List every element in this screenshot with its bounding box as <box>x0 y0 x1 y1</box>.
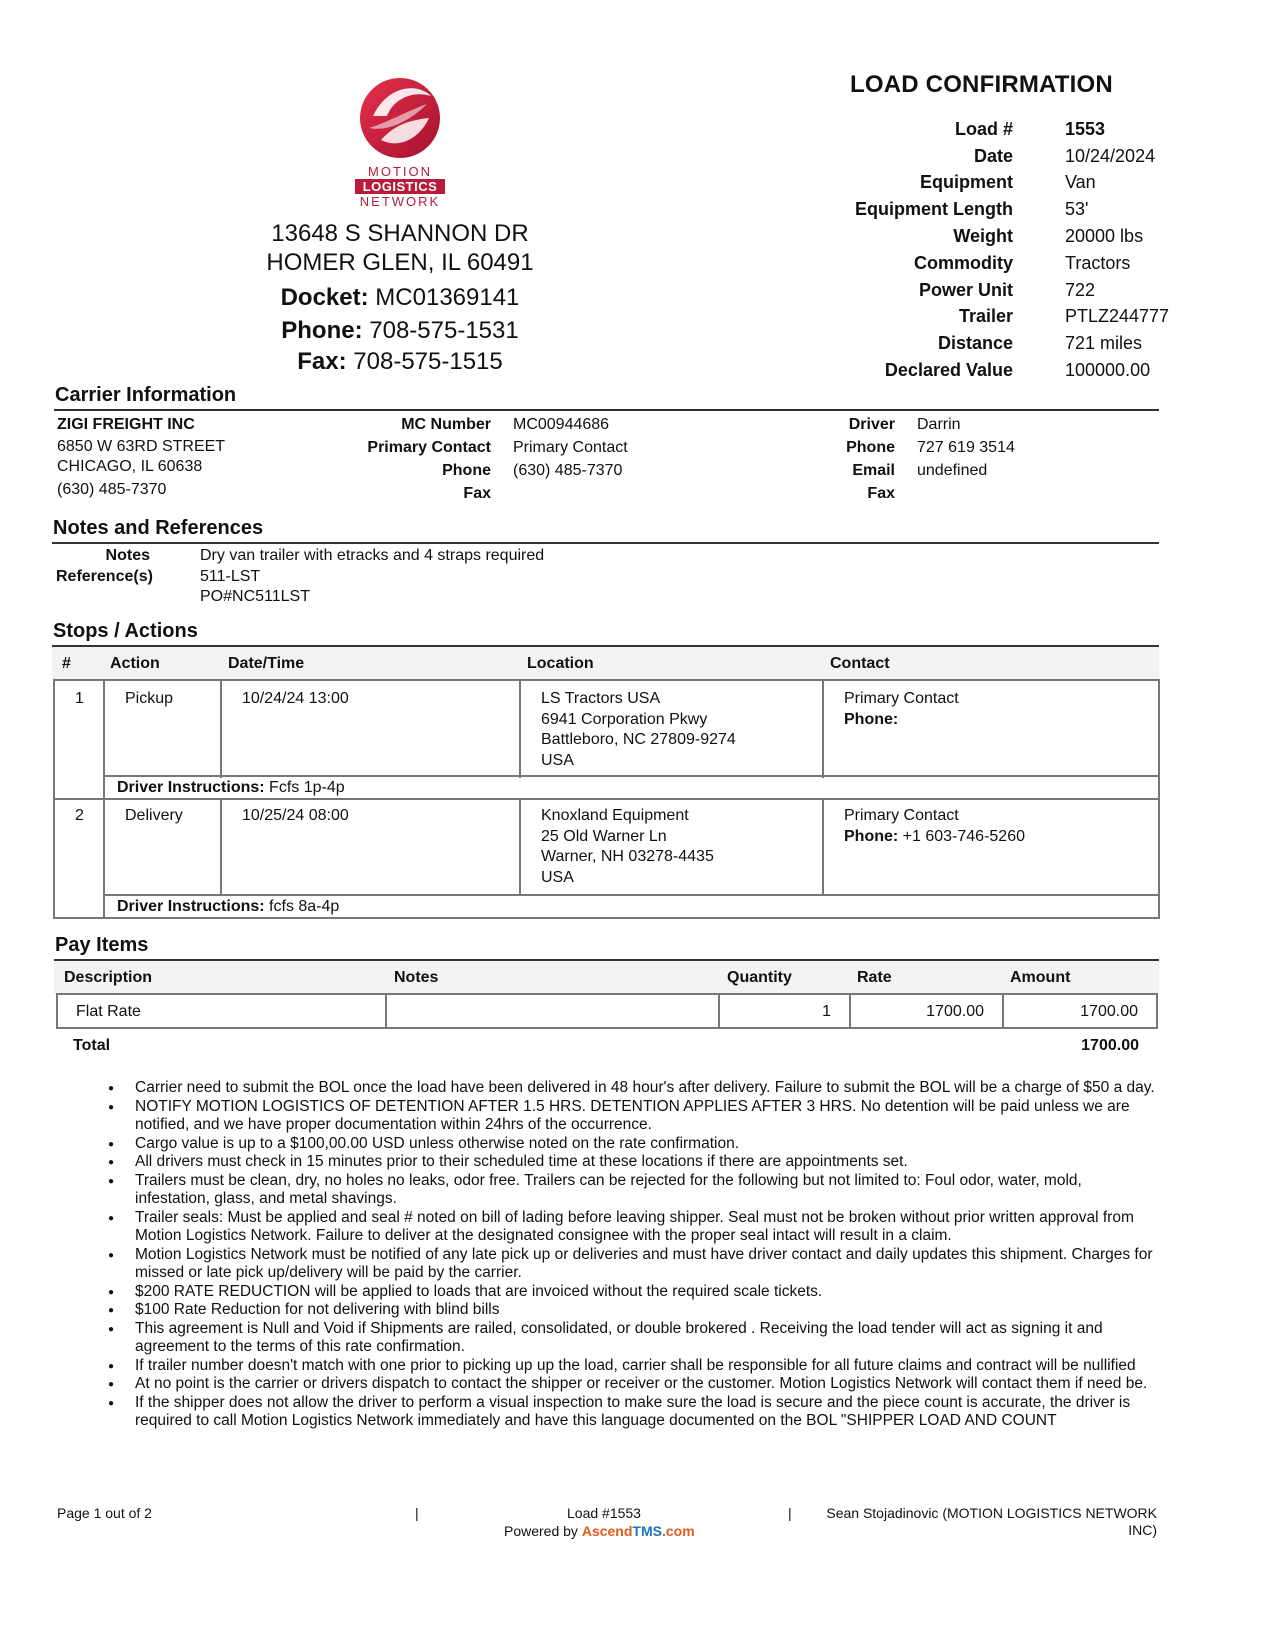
load-field-row <box>800 277 1169 304</box>
reference-2: PO#NC511LST <box>200 588 310 605</box>
references-label: Reference(s) <box>56 568 153 585</box>
pay-row-amount: 1700.00 <box>1004 993 1158 1029</box>
company-address-line1: 13648 S SHANNON DR <box>271 220 529 247</box>
logo-top-text: MOTION <box>368 164 432 179</box>
footer-load-number: Load #1553 <box>567 1505 641 1521</box>
stop-location <box>541 806 714 888</box>
load-field-row <box>800 357 1169 384</box>
stop-location-line: 6941 Corporation Pkwy <box>541 710 708 728</box>
ascend-tms-logo <box>582 1523 695 1539</box>
carrier-phone2-value: (630) 485-7370 <box>513 462 623 479</box>
stop-location-line: Knoxland Equipment <box>541 807 689 824</box>
stop-number: 1 <box>75 690 84 707</box>
reference-1: 511-LST <box>200 568 261 585</box>
carrier-section-title: Carrier Information <box>55 384 237 406</box>
docket-label: Docket: <box>280 284 369 311</box>
stops-table-header <box>52 647 1159 680</box>
load-field-label: Equipment <box>920 172 1013 193</box>
driver-email-label: Email <box>852 462 895 479</box>
load-field-value: Van <box>1065 172 1096 193</box>
load-field-row <box>800 116 1169 143</box>
load-field-row <box>800 196 1169 223</box>
terms-list <box>108 1079 1158 1431</box>
footer-powered-by <box>504 1523 695 1539</box>
stop-contact <box>844 806 1025 847</box>
driver-fax-label: Fax <box>867 485 895 502</box>
load-field-label: Date <box>973 145 1013 166</box>
stop-datetime: 10/24/24 13:00 <box>242 690 349 707</box>
pay-row-quantity: 1 <box>720 993 851 1029</box>
stop-number: 2 <box>75 807 84 824</box>
terms-item: ● This agreement is Null and Void if Shipments are railed, consolidated, or double brokered . Receiving the load tender will act as signing it and agreement to the terms of this rate confirmation. <box>108 1320 1158 1357</box>
load-field-row <box>800 223 1169 250</box>
terms-item: ● Carrier need to submit the BOL once the load have been delivered in 48 hour's after delivery. Failure to submit the BOL will be a charge of $50 a day. <box>108 1079 1158 1098</box>
brand-part-c: .com <box>661 1523 695 1539</box>
footer-user-line1: Sean Stojadinovic (MOTION LOGISTICS NETWORK <box>826 1505 1157 1521</box>
driver-phone: 727 619 3514 <box>917 439 1015 456</box>
stop-row <box>53 798 1160 919</box>
load-field-value: 721 miles <box>1065 333 1143 354</box>
stops-header-contact: Contact <box>830 655 890 672</box>
primary-contact-value: Primary Contact <box>513 439 628 456</box>
notes-label: Notes <box>105 547 150 564</box>
load-field-label: Declared Value <box>884 360 1013 381</box>
carrier-phone: (630) 485-7370 <box>57 481 167 498</box>
terms-item: ● All drivers must check in 15 minutes prior to their scheduled time at these locations if there are appointments set. <box>108 1153 1158 1172</box>
load-field-row <box>800 330 1169 357</box>
brand-part-b: TMS <box>632 1523 662 1539</box>
load-field-label: Distance <box>937 333 1013 354</box>
pay-row-notes <box>387 993 720 1029</box>
terms-item: ● Motion Logistics Network must be notified of any late pick up or deliveries and must have driver contact and daily updates this shipment. Charges for missed or late pick up/delivery will be paid by the carrier. <box>108 1246 1158 1283</box>
carrier-fax-label: Fax <box>463 485 491 502</box>
load-field-row <box>800 304 1169 331</box>
carrier-divider <box>54 409 1159 411</box>
stop-contact-phone <box>844 710 959 731</box>
stop-location-line: Warner, NH 03278-4435 <box>541 848 714 865</box>
stop-phone-label: Phone: <box>844 710 899 728</box>
pay-total-value: 1700.00 <box>1081 1037 1139 1054</box>
footer-user <box>826 1505 1157 1539</box>
stop-phone-value: +1 603-746-5260 <box>902 827 1025 845</box>
driver-instructions-value: Fcfs 1p-4p <box>269 779 345 796</box>
load-field-label: Equipment Length <box>855 199 1013 220</box>
driver-phone-label: Phone <box>846 439 895 456</box>
load-field-row <box>800 250 1169 277</box>
stop-row <box>53 679 1160 800</box>
phone-label: Phone: <box>281 317 363 344</box>
stop-contact <box>844 689 959 730</box>
logo-bottom-text: NETWORK <box>359 194 441 209</box>
load-field-label: Trailer <box>958 306 1013 327</box>
pay-row-description: Flat Rate <box>56 993 387 1029</box>
fax-label: Fax: <box>297 348 347 375</box>
footer-separator-1: | <box>415 1505 419 1521</box>
footer-user-line2: INC) <box>1128 1522 1157 1538</box>
mc-number-label: MC Number <box>401 416 491 433</box>
carrier-name: ZIGI FREIGHT INC <box>57 416 195 433</box>
pay-section-title: Pay Items <box>55 934 149 956</box>
logo-mid-text: LOGISTICS <box>355 179 445 194</box>
company-address-line2: HOMER GLEN, IL 60491 <box>266 249 534 276</box>
stop-driver-instructions <box>105 775 1158 798</box>
company-fax <box>250 347 550 377</box>
driver-name: Darrin <box>917 416 961 433</box>
stop-action: Pickup <box>125 690 174 707</box>
stop-contact-name: Primary Contact <box>844 807 959 824</box>
stop-location-line: 25 Old Warner Ln <box>541 827 667 845</box>
stop-action: Delivery <box>125 807 183 824</box>
company-phone <box>250 314 550 347</box>
carrier-city: CHICAGO, IL 60638 <box>57 458 203 475</box>
load-field-value: 722 <box>1065 279 1096 300</box>
stop-datetime: 10/25/24 08:00 <box>242 807 349 824</box>
terms-item: ● $200 RATE REDUCTION will be applied to loads that are invoiced without the required scale tickets. <box>108 1283 1158 1302</box>
terms-item: ● Trailer seals: Must be applied and seal # noted on bill of lading before leaving shipper. Seal must not be broken without prior written approval from Motion Logistics Network. Failure to deliver at the designated consignee with the proper seal intact will result in a claim. <box>108 1209 1158 1246</box>
load-field-label: Load # <box>954 118 1013 139</box>
terms-item: ● $100 Rate Reduction for not delivering with blind bills <box>108 1301 1158 1320</box>
carrier-phone-label: Phone <box>442 462 491 479</box>
logo-wordmark <box>355 164 445 209</box>
load-field-label: Commodity <box>914 252 1013 273</box>
footer-separator-2: | <box>788 1505 792 1521</box>
pay-total-row <box>73 1035 1139 1057</box>
load-field-value: 10/24/2024 <box>1065 145 1156 166</box>
stop-location-line: USA <box>541 751 574 769</box>
load-details-table <box>800 116 1169 384</box>
stop-location <box>541 689 736 771</box>
terms-item: ● NOTIFY MOTION LOGISTICS OF DETENTION AFTER 1.5 HRS. DETENTION APPLIES AFTER 3 HRS. No detention will be paid unless we are notified, and we have proper documentation within 24hrs of the occurrence. <box>108 1098 1158 1135</box>
footer-page-number: Page 1 out of 2 <box>57 1505 152 1521</box>
pay-header-quantity: Quantity <box>727 969 792 986</box>
stops-header-datetime: Date/Time <box>228 655 305 672</box>
stop-contact-phone <box>844 827 1025 848</box>
brand-part-a: Ascend <box>581 1523 633 1539</box>
document-title: LOAD CONFIRMATION <box>850 71 1113 98</box>
stops-header-action: Action <box>110 655 160 672</box>
primary-contact-label: Primary Contact <box>367 439 491 456</box>
load-field-value: PTLZ244777 <box>1065 306 1170 327</box>
terms-item: ● Cargo value is up to a $100,00.00 USD unless otherwise noted on the rate confirmation. <box>108 1135 1158 1154</box>
fax-value: 708-575-1515 <box>353 348 503 375</box>
stops-header-location: Location <box>527 655 594 672</box>
phone-value: 708-575-1531 <box>369 317 519 344</box>
notes-value: Dry van trailer with etracks and 4 straps required <box>200 547 545 564</box>
terms-item: ● If the shipper does not allow the driver to perform a visual inspection to make sure the load is secure and the piece count is accurate, the driver is required to call Motion Logistics Network immediately and have this language documented on the BOL "SHIPPER LOAD AND COUNT <box>108 1394 1158 1431</box>
load-field-value: 20000 lbs <box>1065 226 1144 247</box>
pay-table-header <box>54 961 1159 994</box>
carrier-street: 6850 W 63RD STREET <box>57 438 226 455</box>
pay-row-rate: 1700.00 <box>851 993 1004 1029</box>
company-logo-icon <box>359 76 441 160</box>
driver-label: Driver <box>848 416 895 433</box>
stop-location-line: USA <box>541 868 574 886</box>
docket-value: MC01369141 <box>375 284 520 311</box>
notes-block <box>50 545 544 607</box>
stop-driver-instructions <box>105 894 1158 917</box>
load-field-row <box>800 170 1169 197</box>
company-header <box>250 76 550 377</box>
driver-instructions-label: Driver Instructions: <box>117 779 265 796</box>
stop-phone-label: Phone: <box>844 827 899 845</box>
pay-header-amount: Amount <box>1010 969 1071 986</box>
mc-number-value: MC00944686 <box>513 416 610 433</box>
load-field-label: Power Unit <box>918 279 1013 300</box>
pay-header-notes: Notes <box>394 969 439 986</box>
terms-item: ● At no point is the carrier or drivers dispatch to contact the shipper or receiver or the customer. Motion Logistics Network will contact them if need be. <box>108 1375 1158 1394</box>
pay-header-description: Description <box>64 969 153 986</box>
load-field-value: 100000.00 <box>1065 360 1151 381</box>
stops-header-num: # <box>62 655 71 672</box>
load-field-value: 53' <box>1065 199 1089 220</box>
load-field-label: Weight <box>953 226 1013 247</box>
stop-location-line: Battleboro, NC 27809-9274 <box>541 731 736 748</box>
notes-section-title: Notes and References <box>53 517 264 539</box>
stops-section-title: Stops / Actions <box>53 620 198 642</box>
pay-total-label: Total <box>73 1037 111 1054</box>
load-field-row <box>800 143 1169 170</box>
load-field-value: 1553 <box>1065 118 1106 139</box>
stop-location-line: LS Tractors USA <box>541 690 661 707</box>
company-docket <box>250 281 550 314</box>
stop-contact-name: Primary Contact <box>844 690 959 707</box>
terms-item: ● Trailers must be clean, dry, no holes no leaks, odor free. Trailers can be rejected for the following but not limited to: Foul odor, water, mold, infestation, glass, and metal shavings. <box>108 1172 1158 1209</box>
load-field-value: Tractors <box>1065 252 1131 273</box>
driver-instructions-label: Driver Instructions: <box>117 898 265 915</box>
driver-instructions-value: fcfs 8a-4p <box>269 898 340 915</box>
terms-item: ● If trailer number doesn't match with one prior to picking up up the load, carrier shall be responsible for all future claims and contract will be nullified <box>108 1357 1158 1376</box>
notes-divider <box>52 542 1159 544</box>
pay-header-rate: Rate <box>857 969 892 986</box>
driver-email: undefined <box>917 462 988 479</box>
footer-powered-label: Powered by <box>504 1523 578 1539</box>
